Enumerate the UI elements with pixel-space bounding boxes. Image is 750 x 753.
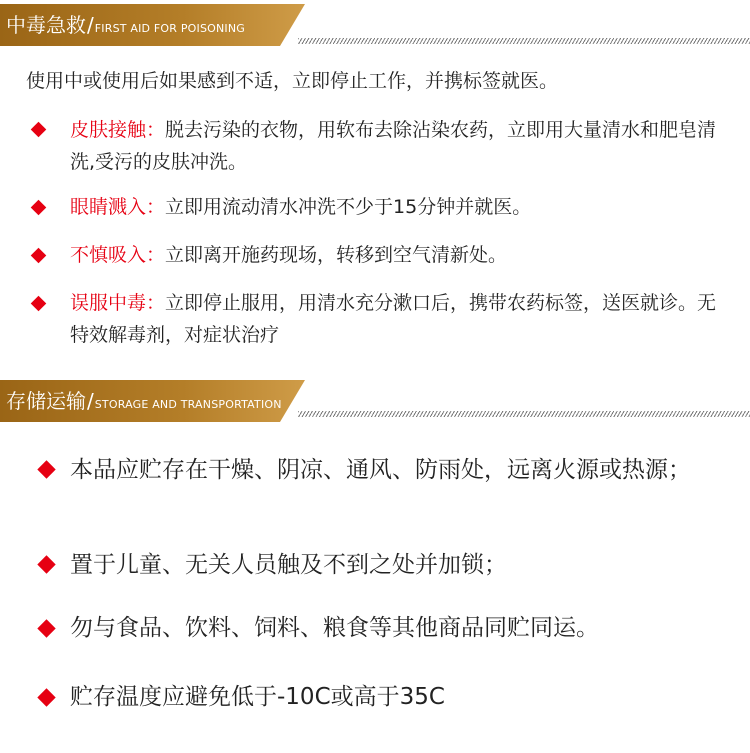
storage-banner [0,380,310,422]
first-aid-title-slash: / [87,13,94,37]
first-aid-item-inhalation [70,239,725,271]
first-aid-item-text: 立即停止服用，用清水充分漱口后，携带农药标签，送医就诊。无特效解毒剂，对症状治疗 [70,292,717,346]
bullet-diamond-icon [31,296,47,312]
storage-item: 置于儿童、无关人员触及不到之处并加锁； [70,552,507,578]
storage-title-en: STORAGE AND TRANSPORTATION [94,398,282,411]
first-aid-banner [0,4,310,46]
first-aid-title-cn: 中毒急救 [6,13,86,37]
first-aid-item-text: 立即离开施药现场，转移到空气清新处。 [165,244,508,266]
first-aid-item-label: 眼睛溅入： [70,196,166,218]
first-aid-item-text: 脱去污染的衣物，用软布去除沾染农药，立即用大量清水和肥皂清洗,受污的皮肤冲洗。 [70,119,717,173]
bullet-diamond-icon [31,122,47,138]
first-aid-title [6,4,245,46]
first-aid-item-skin [70,114,725,178]
storage-item: 本品应贮存在干燥、阴凉、通风、防雨处，远离火源或热源； [70,457,691,483]
first-aid-item-label: 皮肤接触： [70,119,166,141]
storage-item: 贮存温度应避免低于-10C或高于35C [70,684,445,710]
first-aid-item-label: 不慎吸入： [70,244,166,266]
first-aid-hatch-divider [298,38,750,44]
bullet-diamond-icon [37,460,55,478]
storage-hatch-divider [298,411,750,417]
bullet-diamond-icon [31,248,47,264]
storage-item: 勿与食品、饮料、饲料、粮食等其他商品同贮同运。 [70,615,599,641]
first-aid-item-text: 立即用流动清水冲洗不少于15分钟并就医。 [165,196,532,218]
storage-title-slash: / [87,389,94,413]
bullet-diamond-icon [37,688,55,706]
storage-title-cn: 存储运输 [6,389,86,413]
first-aid-item-ingestion [70,287,725,351]
first-aid-intro: 使用中或使用后如果感到不适，立即停止工作，并携标签就医。 [26,70,559,92]
first-aid-item-label: 误服中毒： [70,292,166,314]
bullet-diamond-icon [31,200,47,216]
first-aid-item-eyes [70,191,725,223]
bullet-diamond-icon [37,619,55,637]
first-aid-title-en: FIRST AID FOR POISONING [94,22,246,35]
storage-title [6,380,282,422]
bullet-diamond-icon [37,555,55,573]
